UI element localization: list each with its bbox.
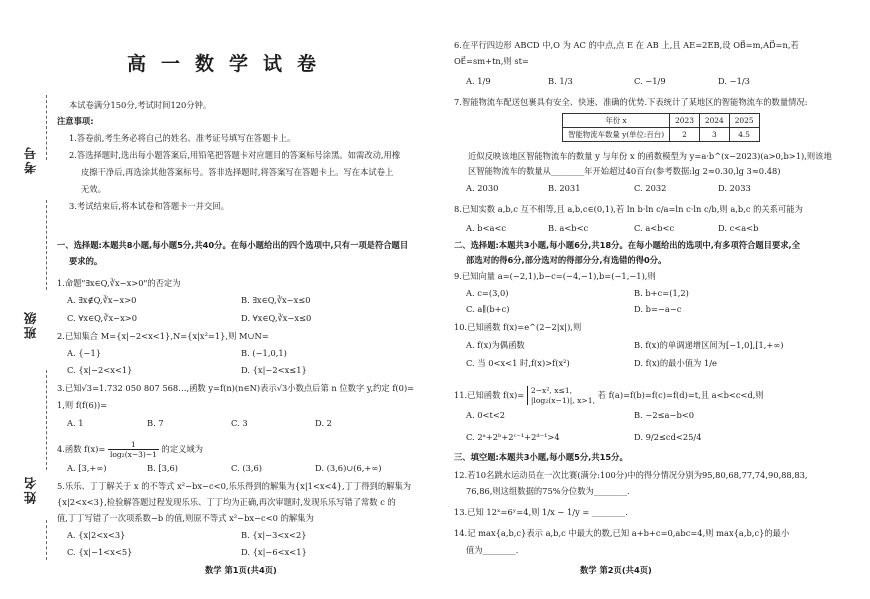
exam-page-1 (55, 0, 440, 599)
question-14-stem: 值为________. (466, 545, 519, 555)
q4-stem-suffix: 的定义域为 (161, 444, 204, 454)
q4-fraction (108, 440, 159, 459)
table-cell: 智能物流车数量 y(单位:百台) (563, 128, 670, 142)
section1-header: 一、选择题:本题共8小题,每小题5分,共40分。在每小题给出的四个选项中,只有一项是符合题目 (57, 240, 409, 250)
dashed-line (46, 370, 47, 470)
question-12-stem: 76,86,则这组数据的75%分位数为________. (466, 486, 630, 496)
q5-option-a: A. {x|2<x<3} (67, 530, 126, 540)
q4-option-a: A. [3,+∞) (67, 463, 107, 473)
q2-option-c: C. {x|−2<x<1} (67, 365, 133, 375)
question-3-stem: 3.已知√3=1.732 050 807 568…,函数 y=f(n)(n∈N)表示√3小数点后第 n 位数字 y,约定 f(0)= (57, 383, 415, 393)
note-line: 皮擦干净后,再选涂其他答案标号。答非选择题时,将答案写在答题卡上。写在本试卷上 (81, 167, 394, 177)
q10-option-c: C. 当 0<x<1 时,f(x)>f(x²) (466, 358, 570, 368)
name-label: 姓名 (23, 475, 38, 504)
q7-option-a: A. 2030 (466, 183, 499, 193)
section3-header: 三、填空题:本题共3小题,每小题5分,共15分。 (454, 452, 628, 462)
exam-title: 高一数学试卷 (127, 53, 332, 75)
q4-stem-prefix: 4.函数 f(x)= (57, 444, 106, 454)
question-14-stem: 14.记 max{a,b,c}表示 a,b,c 中最大的数,已知 a+b+c=0,abc=4,则 max{a,b,c}的最小 (454, 528, 790, 538)
table-cell: 3 (699, 128, 729, 142)
page-2-footer: 数学 第2页(共4页) (580, 565, 652, 575)
question-3-stem: 1,则 f(f(6))= (57, 400, 108, 410)
q11-piece-1: 2−x², x≤1, (530, 386, 573, 395)
table-row (563, 114, 760, 128)
question-5-stem: 5.乐乐、丁丁解关于 x 的不等式 x²−bx−c<0,乐乐得到的解集为{x|1<x<4},丁丁得到的解集为 (57, 481, 412, 491)
q6-option-d: D. −1/3 (718, 76, 750, 86)
q4-option-d: D. (3,6)∪(6,+∞) (315, 463, 382, 473)
table-cell: 2023 (670, 114, 700, 128)
q1-option-c: C. ∀x∈Q,∛x−x>0 (67, 313, 138, 323)
table-row (563, 128, 760, 142)
q10-option-b: B. f(x)的单调递增区间为[−1,0],[1,+∞) (634, 340, 784, 350)
q11-piece-2: |log₂(x−1)|, x>1, (530, 395, 595, 405)
q3-option-c: C. 3 (231, 418, 248, 428)
q11-option-a: A. 0<t<2 (466, 410, 506, 420)
q11-option-c: C. 2ᵃ+2ᵇ+2ᶜ⁻¹+2ᵈ⁻¹>4 (466, 432, 560, 442)
question-5-stem: {x|2<x<3},检验解答题过程发现乐乐、丁丁均为正确,再次审题时,发现乐乐写错了常数 c 的 (57, 497, 396, 507)
table-cell: 年份 x (563, 114, 670, 128)
q11-stem-suffix: 若 f(a)=f(b)=f(c)=f(d)=t,且 a<b<c<d,则 (597, 390, 764, 400)
q9-option-b: B. b+c=(1,2) (634, 288, 689, 298)
q7-option-b: B. 2031 (548, 183, 581, 193)
question-10-stem: 10.已知函数 f(x)=e^(2−2|x|),则 (454, 322, 582, 332)
q9-option-d: D. b=−a−c (634, 304, 682, 314)
q2-option-d: D. {x|−2<x≤1} (241, 365, 307, 375)
dashed-line (46, 95, 47, 160)
table-cell: 2 (670, 128, 700, 142)
question-1-stem: 1.命题"∃x∈Q,∛x−x>0"的否定为 (57, 278, 181, 288)
note-line: 3.考试结束后,将本试卷和答题卡一并交回。 (69, 201, 229, 211)
question-5-stem: 值,丁丁写错了一次项系数−b 的值,则原不等式 x²−bx−c<0 的解集为 (57, 513, 314, 523)
dashed-line (46, 520, 47, 560)
q4-fraction-numerator: 1 (108, 440, 159, 450)
q2-option-a: A. {−1} (67, 348, 102, 358)
q11-option-d: D. 9/2≤cd<25/4 (634, 432, 702, 442)
q7-option-d: D. 2033 (718, 183, 751, 193)
q8-option-c: C. a<b<c (634, 223, 675, 233)
question-13-stem: 13.已知 12ˣ=6ʸ=4,则 1/x − 1/y = ________. (454, 507, 628, 517)
q4-option-b: B. [3,6) (147, 463, 179, 473)
q11-option-b: B. −2≤a−b<0 (634, 410, 694, 420)
section1-header: 要求的。 (69, 256, 103, 266)
question-7-text: 近似反映该地区智能物流车的数量 y 与年份 x 的函数模型为 y=a·b^(x−2023)(a>0,b>1),则该地 (468, 151, 832, 161)
intro-text: 本试卷满分150分,考试时间120分钟。 (69, 100, 212, 110)
q6-option-b: B. 1/3 (548, 76, 573, 86)
question-6-stem: OE⃗=sm+tn,则 st= (454, 56, 529, 66)
q6-option-a: A. 1/9 (466, 76, 491, 86)
q5-option-b: B. {x|−3<x<2} (241, 530, 307, 540)
q5-option-d: D. {x|−6<x<1} (241, 547, 307, 557)
q4-option-c: C. (3,6) (231, 463, 262, 473)
q2-option-b: B. (−1,0,1) (241, 348, 287, 358)
table-cell: 2024 (699, 114, 729, 128)
q3-option-d: D. 2 (315, 418, 332, 428)
section2-header: 二、选择题:本题共3小题,每小题6分,共18分。在每小题给出的选项中,有多项符合题目要求,全 (454, 240, 801, 250)
q1-option-b: B. ∃x∈Q,∛x−x≤0 (241, 295, 311, 305)
q6-option-c: C. −1/9 (634, 76, 666, 86)
q7-data-table (562, 113, 760, 142)
q3-option-b: B. 7 (147, 418, 164, 428)
q8-option-d: D. c<a<b (718, 223, 759, 233)
question-7-text: 区智能物流车的数量从________年开始超过40百台(参考数据:lg 2≈0.30,lg 3≈0.48) (468, 166, 781, 176)
q1-option-a: A. ∃x∉Q,∛x−x>0 (67, 295, 137, 305)
exam-number-label: 考号 (23, 145, 38, 174)
q8-option-b: B. a<b<c (548, 223, 589, 233)
notes-title: 注意事项: (57, 116, 94, 126)
q11-piecewise (527, 386, 595, 405)
q8-option-a: A. b<a<c (466, 223, 507, 233)
question-9-stem: 9.已知向量 a=(−2,1),b−c=(−4,−1),b=(−1,−1),则 (454, 271, 656, 281)
q10-option-a: A. f(x)为偶函数 (466, 340, 525, 350)
question-12-stem: 12.若10名跳水运动员在一次比赛(满分:100分)中的得分情况分别为95,80,68,77,74,90,88,83, (454, 470, 808, 480)
table-cell: 2025 (729, 114, 759, 128)
q9-option-c: C. a∥(b+c) (466, 304, 510, 314)
note-line: 无效。 (81, 184, 106, 194)
question-2-stem: 2.已知集合 M={x|−2<x<1},N={x|x²=1},则 M∪N= (57, 331, 269, 341)
q11-stem-prefix: 11.已知函数 f(x)= (454, 390, 525, 400)
dashed-line (46, 200, 47, 290)
page-1-footer: 数学 第1页(共4页) (205, 565, 277, 575)
question-11-stem (454, 386, 764, 405)
q1-option-d: D. ∀x∈Q,∛x−x≤0 (241, 313, 312, 323)
q7-option-c: C. 2032 (634, 183, 667, 193)
question-7-stem: 7.智能物流车配送包裹具有安全、快速、准确的优势.下表统计了某地区的智能物流车的数量情况: (454, 97, 808, 107)
q3-option-a: A. 1 (67, 418, 84, 428)
class-label: 班级 (23, 310, 38, 339)
question-8-stem: 8.已知实数 a,b,c 互不相等,且 a,b,c∈(0,1),若 ln b·ln c/a=ln c·ln c/b,则 a,b,c 的关系可能为 (454, 204, 803, 214)
q9-option-a: A. c=(3,0) (466, 288, 509, 298)
section2-header: 部选对的得6分,部分选对的得部分分,有选错的得0分。 (466, 255, 667, 265)
note-line: 2.答选择题时,选出每小题答案后,用铅笔把答题卡对应题目的答案标号涂黑。如需改动,用橡 (69, 150, 401, 160)
q10-option-d: D. f(x)的最小值为 1/e (634, 358, 717, 368)
question-6-stem: 6.在平行四边形 ABCD 中,O 为 AC 的中点,点 E 在 AB 上,且 AE=2EB,设 OB⃗=m,AD⃗=n,若 (454, 40, 799, 50)
note-line: 1.答卷前,考生务必将自己的姓名、准考证号填写在答题卡上。 (69, 133, 296, 143)
q4-fraction-denominator: log₂(x−3)−1 (109, 450, 157, 459)
q5-option-c: C. {x|−1<x<5} (67, 547, 133, 557)
binding-strip (0, 0, 55, 599)
exam-page-2 (452, 0, 862, 599)
question-4-stem (57, 440, 203, 459)
table-cell: 4.5 (729, 128, 759, 142)
